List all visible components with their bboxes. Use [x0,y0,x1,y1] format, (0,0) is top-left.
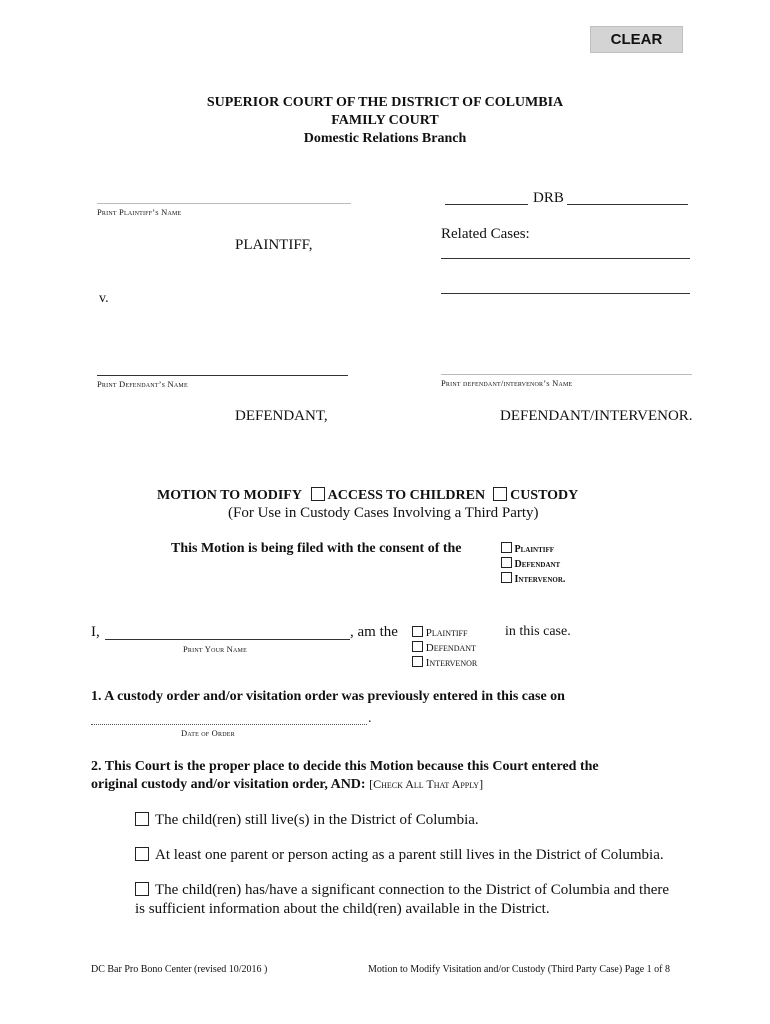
court-name: SUPERIOR COURT OF THE DISTRICT OF COLUMBIA [206,95,564,110]
motion-title-prefix: MOTION TO MODIFY [157,488,302,503]
check-all-note: [Check All That Apply] [369,777,484,791]
defendant-label: DEFENDANT, [235,408,328,424]
party-option-intervenor[interactable]: Intervenor [412,656,477,671]
plaintiff-name-field[interactable] [97,203,351,204]
option-still-live [135,812,479,829]
consent-option-intervenor[interactable]: Intervenor. [501,572,565,587]
intervenor-name-field[interactable] [441,374,692,375]
related-case-field-1[interactable] [441,258,690,259]
drb-label: DRB [533,190,564,206]
defendant-name-caption: Print Defendant’s Name [97,379,188,389]
plaintiff-name-caption: Print Plaintiff’s Name [97,207,182,217]
option-significant-connection [135,882,669,899]
order-date-caption: Date of Order [181,728,235,738]
option-parent-lives [135,847,664,864]
item1-text: 1. A custody order and/or visitation order was previously entered in this case on [91,689,565,704]
parent-lives-checkbox[interactable] [135,847,149,861]
consent-options [501,542,565,587]
significant-connection-cont: is sufficient information about the child(ren) available in the District. [135,901,550,917]
motion-subtitle: (For Use in Custody Cases Involving a Third Party) [228,505,539,521]
order-date-field[interactable] [91,724,367,725]
access-checkbox[interactable] [311,487,325,501]
item2-line2-text: original custody and/or visitation order, AND: [91,777,366,792]
custody-checkbox[interactable] [493,487,507,501]
significant-connection-checkbox[interactable] [135,882,149,896]
court-division: FAMILY COURT [331,113,439,128]
consent-option-defendant[interactable]: Defendant [501,557,565,572]
your-name-caption: Print Your Name [183,644,247,654]
plaintiff-label: PLAINTIFF, [235,237,313,253]
clear-button[interactable]: CLEAR [590,26,683,53]
related-case-field-2[interactable] [441,293,690,294]
access-option-label: ACCESS TO CHILDREN [327,488,486,503]
case-number-field[interactable] [445,204,528,205]
defendant-name-field[interactable] [97,375,348,376]
your-name-field[interactable] [105,639,350,640]
item2-line2 [91,777,483,793]
still-live-label: The child(ren) still live(s) in the District of Columbia. [155,812,479,828]
item2-line1: 2. This Court is the proper place to decide this Motion because this Court entered the [91,759,599,774]
intervenor-label: DEFENDANT/INTERVENOR. [500,408,693,424]
case-number-suffix-field[interactable] [567,204,688,205]
related-cases-label: Related Cases: [441,226,530,242]
still-live-checkbox[interactable] [135,812,149,826]
consent-text: This Motion is being filed with the consent of the [171,541,462,556]
consent-option-plaintiff[interactable]: Plaintiff [501,542,565,557]
party-options [412,626,477,671]
significant-connection-label: The child(ren) has/have a significant connection to the District of Columbia and there [155,882,669,898]
footer-right: Motion to Modify Visitation and/or Custody (Third Party Case) Page 1 of 8 [368,964,670,975]
identity-prefix: I, [91,624,100,640]
custody-option-label: CUSTODY [510,488,579,503]
versus: v. [99,291,109,306]
court-branch: Domestic Relations Branch [303,131,467,146]
parent-lives-label: At least one parent or person acting as a parent still lives in the District of Columbia. [155,847,664,863]
intervenor-name-caption: Print defendant/intervenor’s Name [441,378,573,388]
am-the-label: , am the [350,624,398,640]
item1-period: . [368,711,372,726]
party-option-defendant[interactable]: Defendant [412,641,477,656]
footer-left: DC Bar Pro Bono Center (revised 10/2016 ) [91,964,268,975]
in-this-case: in this case. [505,624,571,639]
motion-title [157,487,578,504]
party-option-plaintiff[interactable]: Plaintiff [412,626,477,641]
